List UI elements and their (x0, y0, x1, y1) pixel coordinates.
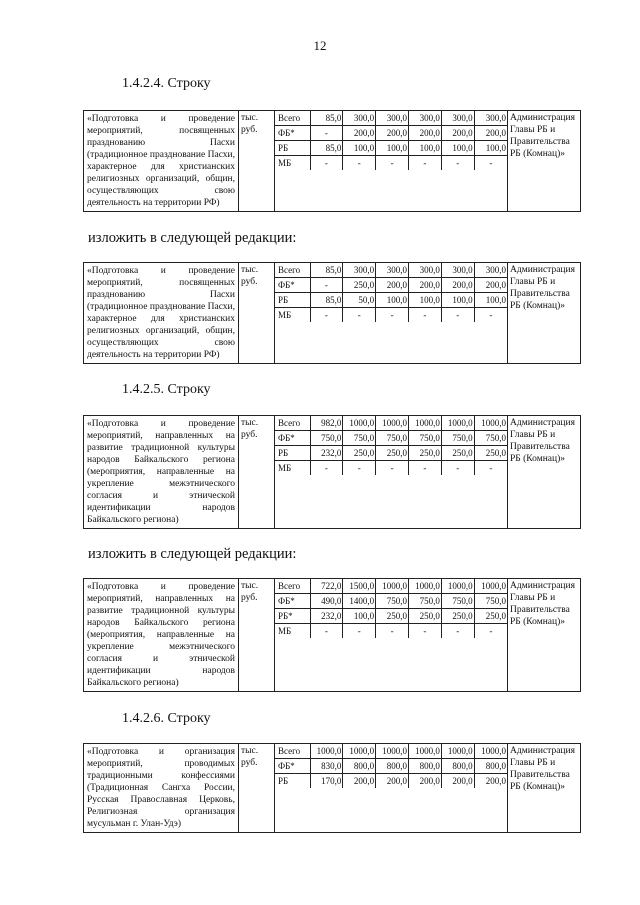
funding-source: ФБ* (275, 759, 310, 774)
funding-value: - (343, 624, 376, 639)
funding-value: 200,0 (376, 126, 409, 141)
unit-of-measure: тыс. руб. (239, 416, 275, 529)
funding-value: 800,0 (474, 759, 507, 774)
funding-source: РБ (278, 776, 289, 786)
funding-row (275, 293, 507, 308)
funding-value: - (441, 156, 474, 171)
funding-value: - (310, 156, 343, 171)
funding-value: 100,0 (441, 293, 474, 308)
funding-value: 490,0 (310, 594, 343, 609)
funding-value: - (474, 156, 507, 171)
funding-value: - (376, 308, 409, 323)
funding-value: 830,0 (310, 759, 343, 774)
funding-value: 800,0 (376, 759, 409, 774)
funding-source: ФБ* (275, 278, 310, 293)
funding-value: - (310, 461, 343, 476)
funding-value: - (474, 624, 507, 639)
unit-of-measure: тыс. руб. (239, 111, 275, 212)
funding-value: 1000,0 (408, 416, 441, 431)
event-description: «Подготовка и проведение мероприятий, посвященных празднованию Пасхи (традиционное празднование Пасхи, характерное для христианских религиозных организаций, общин, осуществляющих свою деятельность на территории РФ) (84, 111, 239, 212)
funding-value: 750,0 (376, 594, 409, 609)
unit-of-measure: тыс. руб. (239, 263, 275, 364)
funding-value: - (376, 624, 409, 639)
funding-value: 750,0 (408, 594, 441, 609)
funding-source: Всего (275, 744, 310, 759)
funding-value: 1000,0 (310, 744, 343, 759)
funding-source: МБ (278, 626, 292, 636)
funding-value: 200,0 (376, 278, 409, 293)
funding-value: - (408, 156, 441, 171)
responsible-organization: Администрация Главы РБ и Правительства РБ (Комнац)» (508, 416, 581, 529)
event-description: «Подготовка и проведение мероприятий, направленных на развитие традиционной культуры народов Байкальского региона (мероприятия, направленные на укрепление межэтнического согласия и этнической идентификации народов Байкальского региона) (84, 416, 239, 529)
funding-value: 250,0 (376, 609, 409, 624)
funding-source: РБ* (275, 609, 310, 624)
funding-value: 100,0 (376, 293, 409, 308)
funding-value: 300,0 (408, 111, 441, 126)
funding-source: Всего (275, 416, 310, 431)
amendment-table (83, 415, 581, 529)
funding-row (275, 126, 507, 141)
unit-of-measure: тыс. руб. (239, 744, 275, 833)
amendment-table (83, 578, 581, 692)
funding-value: 200,0 (441, 126, 474, 141)
funding-value: 200,0 (441, 278, 474, 293)
funding-value: 200,0 (474, 774, 507, 789)
funding-value: 300,0 (474, 263, 507, 278)
funding-source: ФБ* (275, 431, 310, 446)
amendment-table (83, 743, 581, 833)
funding-value: 800,0 (441, 759, 474, 774)
funding-value: 85,0 (310, 263, 343, 278)
funding-value: - (408, 624, 441, 639)
funding-value: 250,0 (408, 609, 441, 624)
funding-row (275, 308, 507, 323)
funding-value: 200,0 (474, 278, 507, 293)
funding-row (275, 156, 507, 171)
funding-value: 85,0 (310, 293, 343, 308)
funding-value: 232,0 (310, 609, 343, 624)
funding-value: 300,0 (441, 111, 474, 126)
funding-source: МБ (278, 463, 292, 473)
funding-value: 800,0 (343, 759, 376, 774)
section-heading: 1.4.2.4. Строку (122, 76, 211, 91)
funding-value: 1000,0 (441, 579, 474, 594)
funding-value: 800,0 (408, 759, 441, 774)
funding-value: 750,0 (310, 431, 343, 446)
funding-value: 200,0 (343, 774, 376, 789)
funding-value: 1000,0 (441, 416, 474, 431)
funding-value: 1000,0 (474, 744, 507, 759)
funding-row (275, 624, 507, 639)
funding-value: - (474, 461, 507, 476)
funding-value: 1000,0 (343, 744, 376, 759)
funding-value: 100,0 (474, 293, 507, 308)
funding-value: 750,0 (441, 431, 474, 446)
funding-value: 1500,0 (343, 579, 376, 594)
funding-value: 1000,0 (474, 416, 507, 431)
funding-value: 1000,0 (376, 579, 409, 594)
unit-of-measure: тыс. руб. (239, 579, 275, 692)
event-description: «Подготовка и проведение мероприятий, направленных на развитие традиционной культуры народов Байкальского региона (мероприятия, направленные на укрепление межэтнического согласия и этнической идентификации народов Байкальского региона) (84, 579, 239, 692)
funding-row (275, 278, 507, 293)
funding-value: 100,0 (474, 141, 507, 156)
funding-value: 200,0 (474, 126, 507, 141)
funding-value: 300,0 (343, 263, 376, 278)
funding-value: 85,0 (310, 111, 343, 126)
funding-source: ФБ* (275, 126, 310, 141)
funding-value: 300,0 (343, 111, 376, 126)
funding-value: 100,0 (441, 141, 474, 156)
event-description: «Подготовка и проведение мероприятий, посвященных празднованию Пасхи (традиционное празднование Пасхи, характерное для христианских религиозных организаций, общин, осуществляющих свою деятельность на территории РФ) (84, 263, 239, 364)
funding-value: - (441, 624, 474, 639)
responsible-organization: Администрация Главы РБ и Правительства РБ (Комнац)» (508, 579, 581, 692)
funding-row (275, 431, 507, 446)
funding-value: 1000,0 (376, 744, 409, 759)
funding-value: 250,0 (474, 609, 507, 624)
funding-value: 250,0 (408, 446, 441, 461)
funding-value: - (310, 278, 343, 293)
funding-source: МБ (278, 310, 292, 320)
funding-value: - (310, 126, 343, 141)
funding-value: 1000,0 (474, 579, 507, 594)
funding-value: 170,0 (310, 774, 343, 789)
funding-value: - (474, 308, 507, 323)
funding-value: 50,0 (343, 293, 376, 308)
section-note: изложить в следующей редакции: (88, 546, 297, 562)
funding-source: Всего (275, 111, 310, 126)
funding-row (275, 263, 507, 278)
funding-row (275, 416, 507, 431)
funding-row (275, 774, 507, 789)
funding-source: Всего (275, 263, 310, 278)
funding-row (275, 461, 507, 476)
funding-row (275, 111, 507, 126)
funding-value: 250,0 (376, 446, 409, 461)
funding-value: 1000,0 (376, 416, 409, 431)
funding-value: 300,0 (474, 111, 507, 126)
funding-value: - (310, 308, 343, 323)
amendment-table (83, 262, 581, 364)
funding-value: - (343, 461, 376, 476)
funding-value: 300,0 (376, 111, 409, 126)
funding-value: 1400,0 (343, 594, 376, 609)
funding-value: - (408, 461, 441, 476)
funding-value: 300,0 (408, 263, 441, 278)
funding-source: Всего (275, 579, 310, 594)
funding-value: 200,0 (376, 774, 409, 789)
funding-value: - (343, 156, 376, 171)
funding-value: - (343, 308, 376, 323)
amendment-table (83, 110, 581, 212)
funding-source: ФБ* (275, 594, 310, 609)
funding-source: РБ (275, 293, 310, 308)
funding-value: 200,0 (408, 126, 441, 141)
funding-value: 722,0 (310, 579, 343, 594)
funding-value: 750,0 (474, 594, 507, 609)
section-heading: 1.4.2.6. Строку (122, 711, 211, 726)
responsible-organization: Администрация Главы РБ и Правительства РБ (Комнац)» (508, 111, 581, 212)
funding-value: 750,0 (474, 431, 507, 446)
funding-value: 1000,0 (408, 579, 441, 594)
section-note: изложить в следующей редакции: (88, 230, 297, 246)
funding-value: 250,0 (343, 446, 376, 461)
funding-value: 250,0 (441, 446, 474, 461)
funding-row (275, 594, 507, 609)
funding-value: 200,0 (441, 774, 474, 789)
funding-value: 1000,0 (441, 744, 474, 759)
page-number: 12 (313, 38, 327, 53)
funding-row (275, 446, 507, 461)
funding-row (275, 609, 507, 624)
funding-source: МБ (278, 158, 292, 168)
responsible-organization: Администрация Главы РБ и Правительства РБ (Комнац)» (508, 263, 581, 364)
funding-value: - (408, 308, 441, 323)
event-description: «Подготовка и организация мероприятий, проводимых традиционными конфессиями (Традиционная Сангха России, Русская Православная Церковь, Религиозная организация мусульман г. Улан-Удэ) (84, 744, 239, 833)
funding-value: 100,0 (343, 609, 376, 624)
funding-value: - (441, 308, 474, 323)
funding-value: 750,0 (343, 431, 376, 446)
funding-value: - (441, 461, 474, 476)
funding-value: 750,0 (408, 431, 441, 446)
funding-row (275, 141, 507, 156)
funding-value: 200,0 (408, 774, 441, 789)
funding-value: 300,0 (376, 263, 409, 278)
funding-row (275, 579, 507, 594)
funding-value: 200,0 (343, 126, 376, 141)
section-heading: 1.4.2.5. Строку (122, 382, 211, 397)
funding-value: 300,0 (441, 263, 474, 278)
funding-source: РБ (275, 446, 310, 461)
funding-value: - (376, 156, 409, 171)
funding-value: - (310, 624, 343, 639)
funding-row (275, 759, 507, 774)
funding-value: 750,0 (376, 431, 409, 446)
funding-value: 982,0 (310, 416, 343, 431)
funding-value: 250,0 (474, 446, 507, 461)
funding-source: РБ (275, 141, 310, 156)
funding-value: 100,0 (408, 293, 441, 308)
funding-value: 232,0 (310, 446, 343, 461)
funding-value: - (376, 461, 409, 476)
funding-value: 100,0 (343, 141, 376, 156)
funding-value: 1000,0 (408, 744, 441, 759)
funding-value: 200,0 (408, 278, 441, 293)
funding-value: 100,0 (408, 141, 441, 156)
funding-value: 100,0 (376, 141, 409, 156)
funding-value: 750,0 (441, 594, 474, 609)
funding-value: 250,0 (441, 609, 474, 624)
funding-value: 85,0 (310, 141, 343, 156)
funding-value: 250,0 (343, 278, 376, 293)
responsible-organization: Администрация Главы РБ и Правительства РБ (Комнац)» (508, 744, 581, 833)
funding-value: 1000,0 (343, 416, 376, 431)
funding-row (275, 744, 507, 759)
